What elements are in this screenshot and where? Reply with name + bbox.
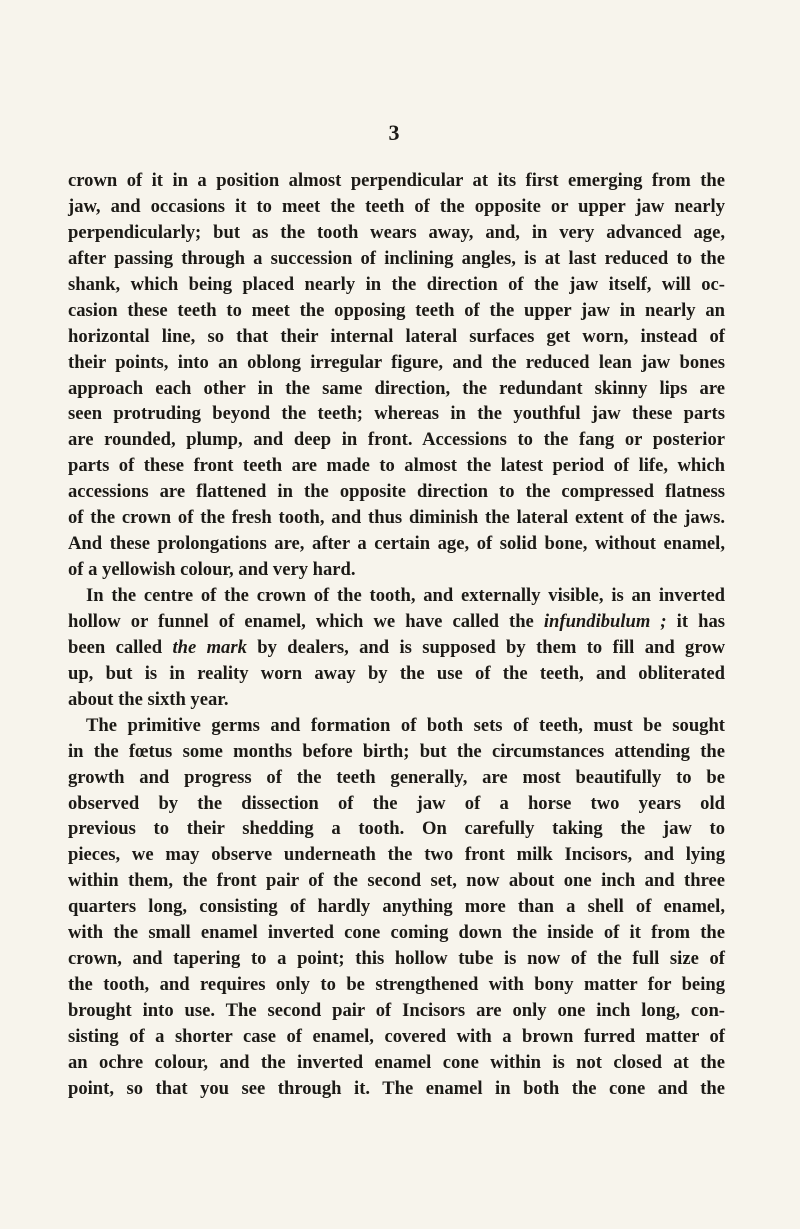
text-line: of a yellowish colour, and very hard.	[68, 559, 356, 581]
italic-term: the mark	[172, 636, 247, 658]
italic-term: infundibulum ;	[543, 610, 667, 632]
text-line: in the fœtus some months before birth; but the circumstances attending the	[68, 740, 725, 762]
text-line: are rounded, plump, and deep in front. Accessions to the fang or posterior	[68, 429, 725, 451]
text-line: their points, into an oblong irregular figure, and the reduced lean jaw bones	[68, 351, 725, 373]
text-line: perpendicularly; but as the tooth wears away, and, in very advanced age,	[68, 221, 725, 243]
text-line: casion these teeth to meet the opposing teeth of the upper jaw in nearly an	[68, 299, 725, 321]
text-line: about the sixth year.	[68, 688, 229, 710]
text-line: brought into use. The second pair of Incisors are only one inch long, con-	[68, 1000, 725, 1021]
text-line: parts of these front teeth are made to almost the latest period of life, which	[68, 455, 725, 477]
text-run: hollow or funnel of enamel, which we have called the	[68, 610, 544, 632]
text-line: shank, which being placed nearly in the direction of the jaw itself, will oc-	[68, 273, 725, 295]
text-line: And these prolongations are, after a certain age, of solid bone, without enamel,	[68, 533, 725, 555]
text-line: jaw, and occasions it to meet the teeth of the opposite or upper jaw nearly	[68, 195, 725, 217]
text-line: an ochre colour, and the inverted enamel cone within is not closed at the	[68, 1051, 725, 1073]
text-line: horizontal line, so that their internal lateral surfaces get worn, instead of	[68, 325, 725, 347]
text-line: with the small enamel inverted cone coming down the inside of it from the	[68, 922, 725, 944]
text-line: after passing through a succession of inclining angles, is at last reduced to the	[68, 247, 725, 269]
text-line: sisting of a shorter case of enamel, covered with a brown furred matter of	[68, 1025, 725, 1047]
text-line: approach each other in the same direction, the redundant skinny lips are	[68, 377, 725, 399]
text-line: pieces, we may observe underneath the two front milk Incisors, and lying	[68, 844, 725, 866]
text-line: point, so that you see through it. The enamel in both the cone and the	[68, 1077, 725, 1099]
text-line: growth and progress of the teeth generally, are most beautifully to be	[68, 766, 725, 788]
text-run: it has	[666, 610, 725, 632]
text-run: by dealers, and is supposed by them to fill and grow	[246, 636, 725, 658]
text-line: previous to their shedding a tooth. On carefully taking the jaw to	[68, 818, 725, 840]
text-line: In the centre of the crown of the tooth, and externally visible, is an inverted	[86, 585, 725, 606]
body-text	[68, 168, 725, 1102]
text-line: quarters long, consisting of hardly anything more than a shell of enamel,	[68, 896, 725, 918]
text-line: accessions are flattened in the opposite direction to the compressed flatness	[68, 481, 725, 503]
text-line: The primitive germs and formation of both sets of teeth, must be sought	[86, 714, 725, 736]
text-run: been called	[68, 636, 173, 658]
text-line: of the crown of the fresh tooth, and thus diminish the lateral extent of the jaws.	[68, 507, 725, 529]
text-line: seen protruding beyond the teeth; whereas in the youthful jaw these parts	[68, 403, 725, 425]
text-line: crown, and tapering to a point; this hollow tube is now of the full size of	[68, 948, 725, 970]
text-line	[68, 609, 725, 635]
text-line: the tooth, and requires only to be strengthened with bony matter for being	[68, 974, 725, 996]
text-line: up, but is in reality worn away by the use of the teeth, and obliterated	[68, 662, 725, 684]
text-line: crown of it in a position almost perpendicular at its first emerging from the	[68, 170, 725, 191]
page-number: 3	[388, 120, 400, 145]
text-line	[68, 635, 725, 661]
text-line: observed by the dissection of the jaw of a horse two years old	[68, 792, 725, 814]
text-line: within them, the front pair of the second set, now about one inch and three	[68, 870, 725, 892]
